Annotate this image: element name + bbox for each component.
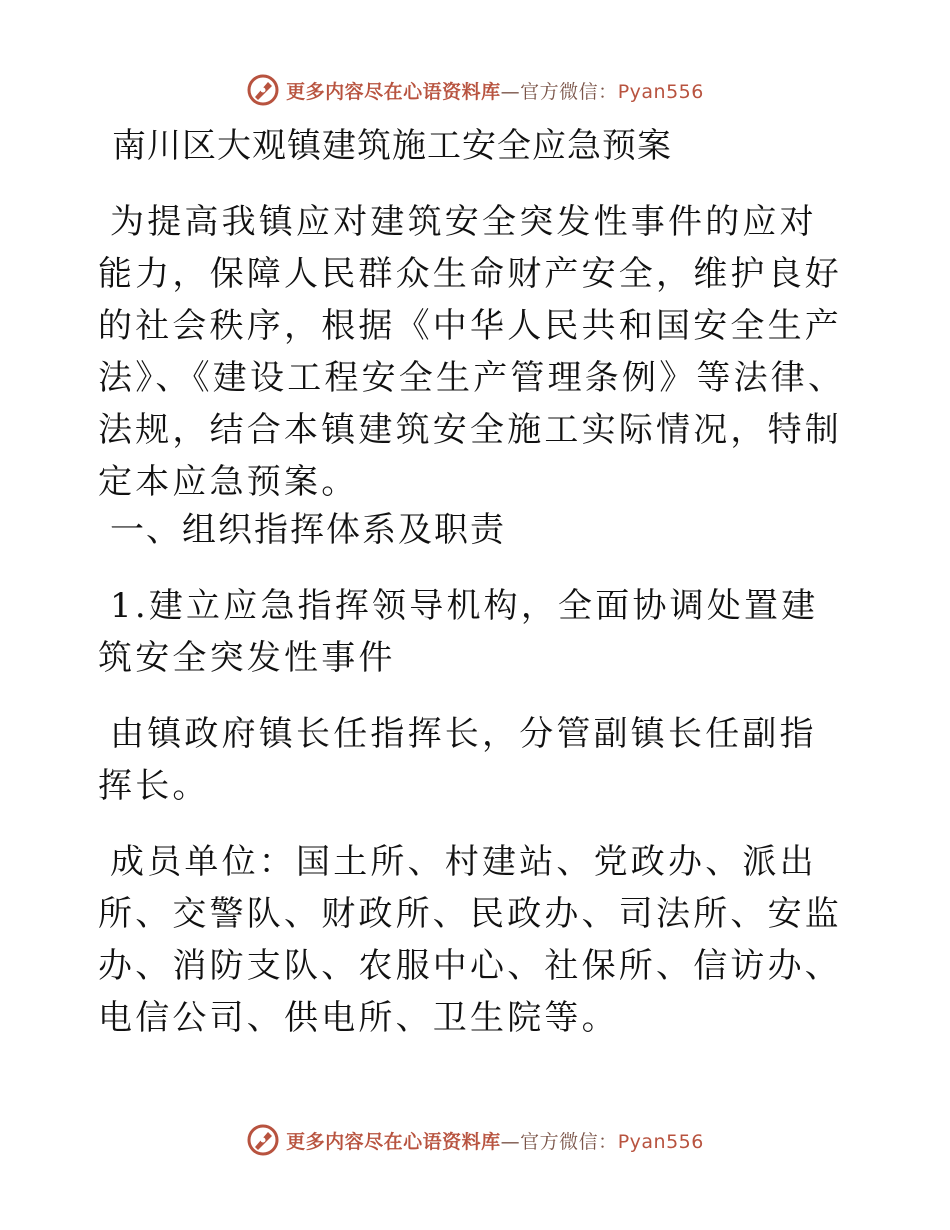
watermark-text: 更多内容尽在心语资料库—官方微信：Pyan556 — [286, 1130, 704, 1153]
document-title: 南川区大观镇建筑施工安全应急预案 — [112, 126, 672, 166]
intro-paragraph: 为提高我镇应对建筑安全突发性事件的应对能力，保障人民群众生命财产安全，维护良好的社会秩序，根据《中华人民共和国安全生产法》、《建设工程安全生产管理条例》等法律、法规，结合本镇建筑安全施工实际情况，特制定本应急预案。 — [98, 202, 846, 502]
leadership-paragraph: 由镇政府镇长任指挥长，分管副镇长任副指挥长。 — [98, 714, 817, 806]
watermark-text: 更多内容尽在心语资料库—官方微信：Pyan556 — [286, 80, 704, 103]
member-units-paragraph: 成员单位：国土所、村建站、党政办、派出所、交警队、财政所、民政办、司法所、安监办、消防支队、农服中心、社保所、信访办、电信公司、供电所、卫生院等。 — [98, 842, 842, 1038]
item-1-paragraph: 1.建立应急指挥领导机构，全面协调处置建筑安全突发性事件 — [98, 586, 819, 678]
pen-nib-logo-icon — [246, 73, 280, 107]
section-heading-1: 一、组织指挥体系及职责 — [110, 510, 506, 550]
pen-nib-logo-icon — [246, 1123, 280, 1157]
header-watermark-banner — [0, 70, 950, 110]
footer-watermark-banner — [0, 1120, 950, 1160]
